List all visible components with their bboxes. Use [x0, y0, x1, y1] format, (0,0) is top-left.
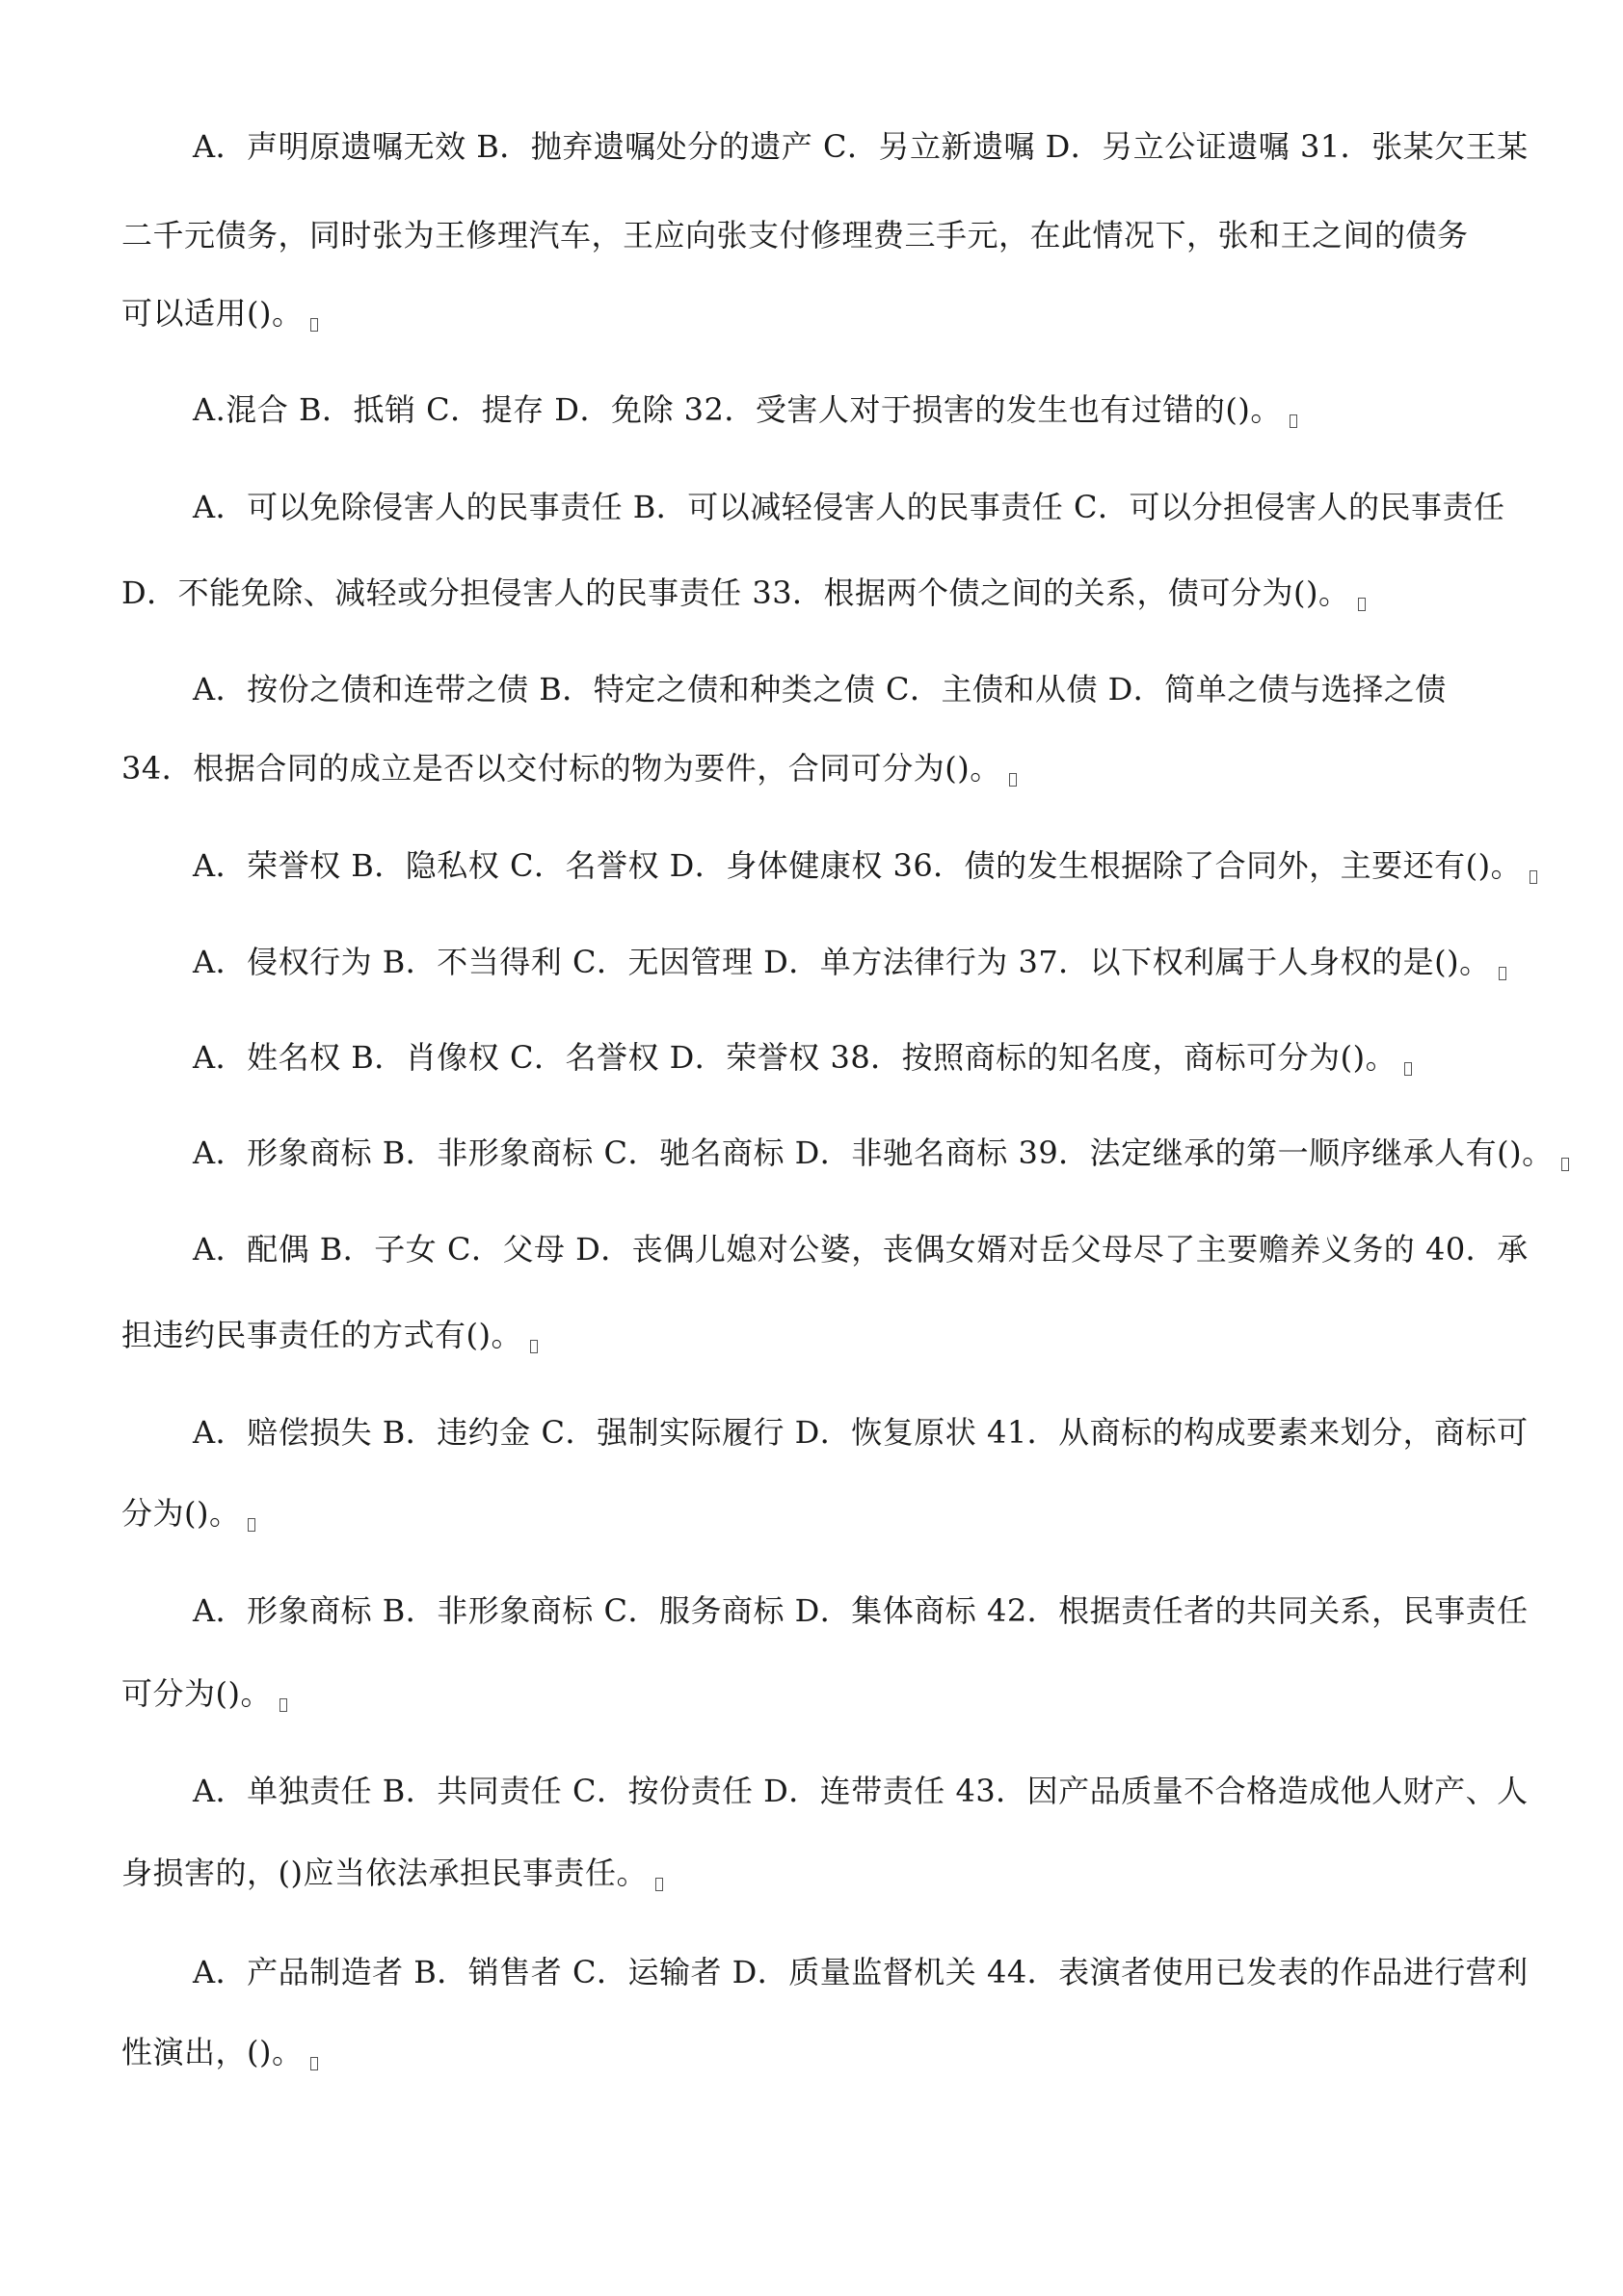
text-line: 可分为()。: [121, 1674, 287, 1713]
text-line: A．形象商标 B．非形象商标 C．服务商标 D．集体商标 42．根据责任者的共同关系，民事责任: [193, 1592, 1529, 1629]
text-line: A．荣誉权 B．隐私权 C．名誉权 D．身体健康权 36．债的发生根据除了合同外，主要还有()。: [193, 846, 1537, 885]
text-line: A．可以免除侵害人的民事责任 B．可以减轻侵害人的民事责任 C．可以分担侵害人的民事责任: [193, 489, 1505, 525]
missing-glyph-icon: [1530, 870, 1537, 884]
text-line: 34．根据合同的成立是否以交付标的物为要件，合同可分为()。: [121, 749, 1017, 788]
missing-glyph-icon: [655, 1878, 663, 1891]
missing-glyph-icon: [248, 1518, 255, 1532]
missing-glyph-icon: [1358, 598, 1366, 611]
text-line: 分为()。: [121, 1494, 255, 1533]
missing-glyph-icon: [1561, 1158, 1569, 1171]
missing-glyph-icon: [1404, 1062, 1412, 1076]
text-line: A.混合 B．抵销 C．提存 D．免除 32．受害人对于损害的发生也有过错的()。: [193, 390, 1297, 429]
missing-glyph-icon: [310, 318, 318, 332]
text-line: A．单独责任 B．共同责任 C．按份责任 D．连带责任 43．因产品质量不合格造成他人财产、人: [193, 1773, 1529, 1809]
text-line: A．姓名权 B．肖像权 C．名誉权 D．荣誉权 38．按照商标的知名度，商标可分为()。: [193, 1038, 1412, 1077]
missing-glyph-icon: [1499, 967, 1506, 980]
text-line: 担违约民事责任的方式有()。: [121, 1316, 538, 1354]
text-line: A．侵权行为 B．不当得利 C．无因管理 D．单方法律行为 37．以下权利属于人身权的是()。: [193, 943, 1506, 981]
text-line: 可以适用()。: [121, 294, 318, 333]
missing-glyph-icon: [1009, 773, 1017, 787]
missing-glyph-icon: [530, 1340, 538, 1353]
text-line: A．形象商标 B．非形象商标 C．驰名商标 D．非驰名商标 39．法定继承的第一顺序继承人有()。: [193, 1134, 1569, 1172]
text-line: A．赔偿损失 B．违约金 C．强制实际履行 D．恢复原状 41．从商标的构成要素来划分，商标可: [193, 1414, 1529, 1451]
text-line: D．不能免除、减轻或分担侵害人的民事责任 33．根据两个债之间的关系，债可分为()。: [121, 574, 1366, 612]
text-line: A．声明原遗嘱无效 B．抛弃遗嘱处分的遗产 C．另立新遗嘱 D．另立公证遗嘱 31．张某欠王某: [193, 128, 1529, 165]
text-line: A．产品制造者 B．销售者 C．运输者 D．质量监督机关 44．表演者使用已发表的作品进行营利: [193, 1954, 1529, 1990]
text-line: A．按份之债和连带之债 B．特定之债和种类之债 C．主债和从债 D．简单之债与选择之债: [193, 671, 1447, 707]
missing-glyph-icon: [1290, 414, 1297, 428]
text-line: 身损害的，()应当依法承担民事责任。: [121, 1854, 663, 1892]
text-line: A．配偶 B．子女 C．父母 D．丧偶儿媳对公婆，丧偶女婿对岳父母尽了主要赡养义务的 40．承: [193, 1231, 1529, 1268]
missing-glyph-icon: [310, 2057, 318, 2070]
text-line: 二千元债务，同时张为王修理汽车，王应向张支付修理费三手元，在此情况下，张和王之间的债务: [121, 217, 1469, 254]
text-line: 性演出，()。: [121, 2033, 318, 2071]
missing-glyph-icon: [279, 1698, 287, 1712]
